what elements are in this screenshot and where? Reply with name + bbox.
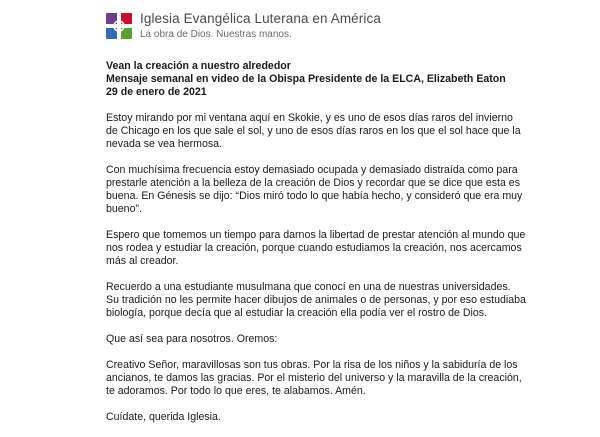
paragraph: Con muchísima frecuencia estoy demasiado ocupada y demasiado distraída como para prestarle atención a la belleza de la creación de Dios y recordar que se dice que esta es buena. En Génesis se dijo: “Dios miró todo lo que había hecho, y consideró que era muy bueno”. <box>106 164 523 215</box>
prayer-paragraph: Creativo Señor, maravillosas son tus obras. Por la risa de los niños y la sabiduría de los ancianos, te damos las gracias. Por el misterio del universo y la maravilla de la creación, te adoramos. Por todo lo que eres, te alabamos. Amén. <box>106 359 522 397</box>
document-date: 29 de enero de 2021 <box>106 86 207 98</box>
brand-tagline: La obra de Dios. Nuestras manos. <box>140 29 292 41</box>
elca-cross-logo-icon <box>104 11 134 41</box>
paragraph: Estoy mirando por mi ventana aquí en Skokie, y es uno de esos días raros del invierno de Chicago en los que sale el sol, y uno de esos días raros en los que el sol hace que la nevada se vea hermosa. <box>106 112 521 150</box>
letterhead <box>104 8 381 44</box>
paragraph: Que así sea para nosotros. Oremos: <box>106 333 278 345</box>
document-body <box>106 60 526 437</box>
brand-name: Iglesia Evangélica Luterana en América <box>140 10 381 26</box>
paragraph: Espero que tomemos un tiempo para darnos la libertad de prestar atención al mundo que nos rodea y estudiar la creación, porque cuando estudiamos la creación, nos acercamos más al creador. <box>106 229 526 267</box>
document-subtitle: Mensaje semanal en video de la Obispa Presidente de la ELCA, Elizabeth Eaton <box>106 73 506 85</box>
brand-text <box>140 12 381 41</box>
document-title: Vean la creación a nuestro alrededor <box>106 60 291 72</box>
document-heading <box>106 60 526 99</box>
paragraph: Recuerdo a una estudiante musulmana que conocí en una de nuestras universidades. Su tradición no les permite hacer dibujos de animales o de personas, y por eso estudiaba biología, porque decía que al estudiar la creación ella podía ver el rostro de Dios. <box>106 281 526 319</box>
closing-line: Cuídate, querida Iglesia. <box>106 411 221 423</box>
